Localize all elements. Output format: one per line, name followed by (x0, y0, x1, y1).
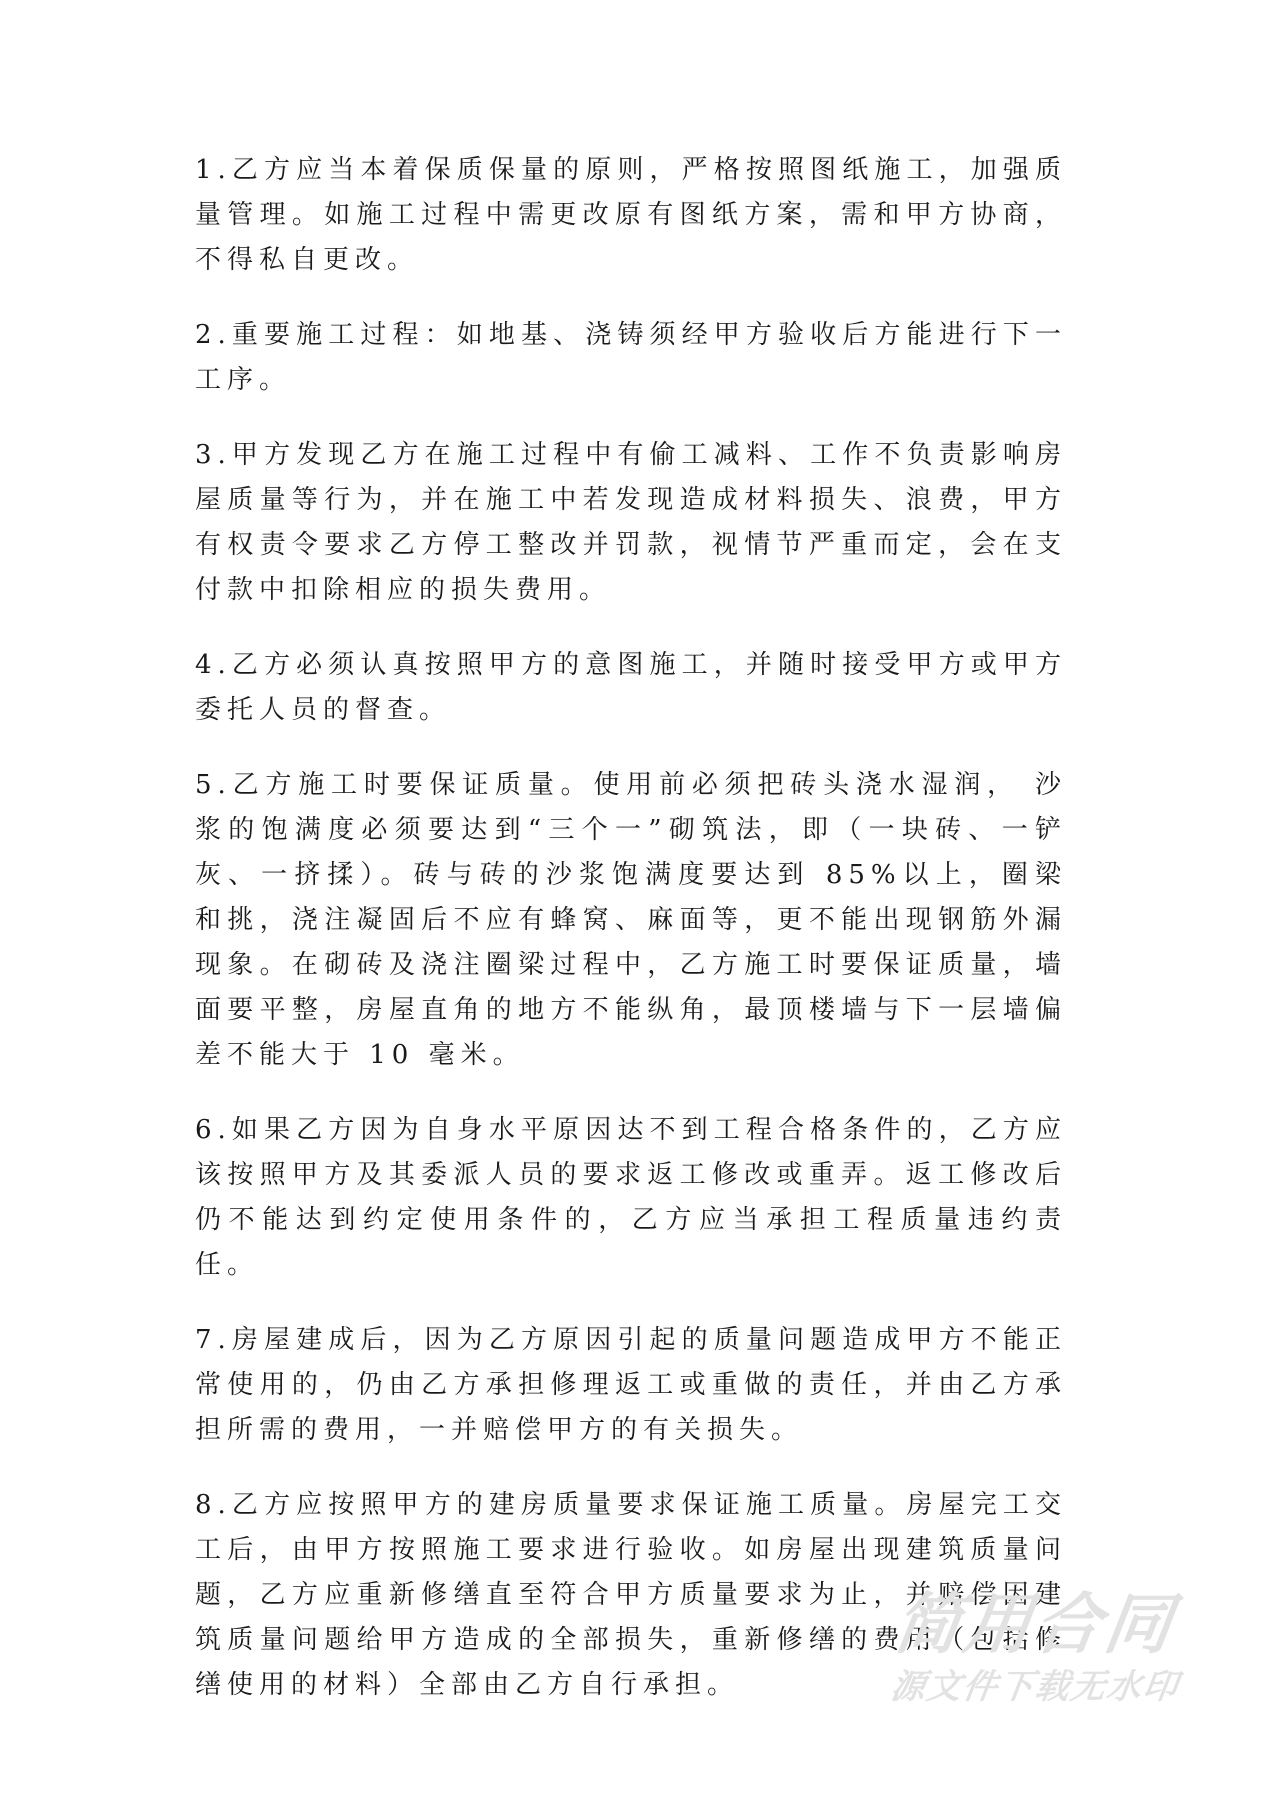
clause-3: 3.甲方发现乙方在施工过程中有偷工减料、工作不负责影响房屋质量等行为，并在施工中若发现造成材料损失、浪费，甲方有权责令要求乙方停工整改并罚款，视情节严重而定，会在支付款中扣除相应的损失费用。 (195, 440, 1067, 605)
watermark (885, 1585, 1185, 1709)
clause-5: 5.乙方施工时要保证质量。使用前必须把砖头浇水湿润， 沙浆的饱满度必须要达到“三个一”砌筑法，即（一块砖、一铲灰、一挤揉）。砖与砖的沙浆饱满度要达到 85%以上，圈梁和挑，浇注凝固后不应有蜂窝、麻面等，更不能出现钢筋外漏现象。在砌砖及浇注圈梁过程中，乙方施工时要保证质量，墙面要平整，房屋直角的地方不能纵角，最顶楼墙与下一层墙偏差不能大于 10 毫米。 (195, 770, 1067, 1070)
clause-4: 4.乙方必须认真按照甲方的意图施工，并随时接受甲方或甲方委托人员的督查。 (195, 650, 1067, 725)
clause-1: 1.乙方应当本着保质保量的原则，严格按照图纸施工，加强质量管理。如施工过程中需更改原有图纸方案，需和甲方协商，不得私自更改。 (195, 155, 1067, 275)
clause-6: 6.如果乙方因为自身水平原因达不到工程合格条件的，乙方应该按照甲方及其委派人员的要求返工修改或重弄。返工修改后仍不能达到约定使用条件的，乙方应当承担工程质量违约责任。 (195, 1115, 1067, 1280)
document-body (195, 148, 1067, 1738)
watermark-title: 简用合同 (889, 1586, 1181, 1663)
clause-2: 2.重要施工过程：如地基、浇铸须经甲方验收后方能进行下一工序。 (195, 320, 1067, 395)
clause-8: 8.乙方应按照甲方的建房质量要求保证施工质量。房屋完工交工后，由甲方按照施工要求进行验收。如房屋出现建筑质量问题，乙方应重新修缮直至符合甲方质量要求为止，并赔偿因建筑质量问题给甲方造成的全部损失，重新修缮的费用（包括修缮使用的材料）全部由乙方自行承担。 (195, 1490, 1067, 1700)
watermark-subtitle: 源文件下载无水印 (888, 1667, 1182, 1707)
clause-7: 7.房屋建成后，因为乙方原因引起的质量问题造成甲方不能正常使用的，仍由乙方承担修理返工或重做的责任，并由乙方承担所需的费用，一并赔偿甲方的有关损失。 (195, 1325, 1067, 1445)
